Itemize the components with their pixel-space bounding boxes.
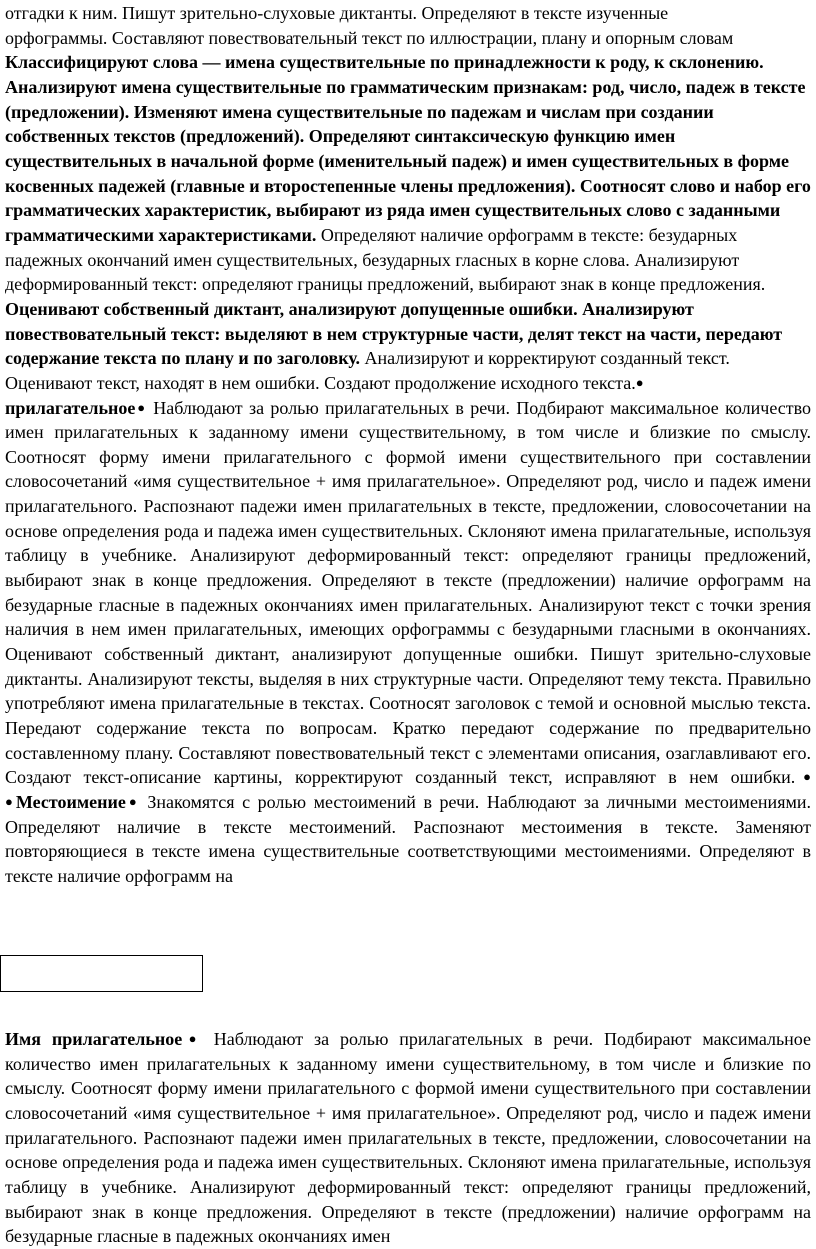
adjective-section [5,396,811,889]
empty-table-cell [0,955,203,992]
pronoun-orthogram-text: Определяют в тексте наличие орфограмм на [5,841,811,886]
text-line-1: отгадки к ним. Пишут зрительно-слуховые диктанты. Определяют в тексте изученные [5,3,669,23]
bold-text-classification: Классифицируют слова — имена существительные по принадлежности к роду, к склонению. Анализируют имена существительные по грамматическим признакам: род, число, падеж в тексте (предложении). Изменяют имена существительные по падежам и числам при создании собственных текстов (предложений). Определяют синтаксическую функцию имен существительных в начальной форме (именительный падеж) и имен существительных в форме косвенных падежей (главные и второстепенные члены предложения). Соотносят слово и набор его грамматических характеристик, выбирают из ряда имен существительных слово с заданными грамматическими характеристиками. [5,52,811,245]
bold-text-dictation: Оценивают собственный диктант, анализируют допущенные ошибки. Анализируют повествовательный текст: выделяют в нем структурные части, делят текст на части, передают содержание текста по плану и по заголовку. [5,298,783,369]
pronoun-text: Знакомятся с ролью местоимений в речи. Наблюдают за личными местоимениями. Определяют наличие в тексте местоимений. Распознают местоимения в тексте. Заменяют повторяющиеся в тексте имена существительные соответствующими местоимениями. [5,792,811,862]
adjective-heading-2: Имя прилагательное [5,1029,183,1049]
text-orthograms: Определяют наличие орфограмм в тексте: безударных падежных окончаний имен существительных, безударных гласных в корне слова. Анализируют деформированный текст: определяют границы предложений, выбирают знак в конце предложения. [5,224,766,295]
paragraph-noun-activities [5,1,811,889]
bullet-icon: ● [182,1031,203,1046]
adjective-text-2: Наблюдают за ролью прилагательных в речи. Подбирают максимальное количество имен прилагательных к заданному имени существительному, в том числе и близкие по смыслу. Соотносят форму имени прилагательного с формой имени существительного при составлении словосочетаний «имя существительное + имя прилагательное». Определяют род, число и падеж имени прилагательного. Распознают падежи имен прилагательных в тексте, предложении, словосочетании на основе определения рода и падежа имен существительных. Склоняют имена прилагательные, используя таблицу в учебнике. Анализируют деформированный текст: определяют границы предложений, выбирают знак в конце предложения. Определяют в тексте (предложении) наличие орфограмм на безударные гласные в падежных окончаниях имен [5,1029,812,1247]
text-line-2: орфограммы. Составляют повествовательный текст по иллюстрации, плану и опорным словам [5,27,734,48]
pronoun-heading: Местоимение [15,792,126,812]
bullet-icon: ● [125,794,140,809]
paragraph-adjective [5,1027,811,1249]
bullet-icon: ● [5,794,16,809]
adjective-text: Наблюдают за ролью прилагательных в речи. Подбирают максимальное количество имен прилагательных к заданному имени существительному, в том числе и близкие по смыслу. Соотносят форму имени прилагательного с формой имени существительного при составлении словосочетаний «имя существительное + имя прилагательное». Определяют род, число и падеж имени прилагательного. Распознают падежи имен прилагательных в тексте, предложении, словосочетании на основе определения рода и падежа имен существительных. Склоняют имена прилагательные, используя таблицу в учебнике. Анализируют деформированный текст: определяют границы предложений, выбирают знак в конце предложения. Определяют в тексте (предложении) наличие орфограмм на безударные гласные в падежных окончаниях имен прилагательных. Анализируют текст с точки зрения наличия в нем имен прилагательных, имеющих орфограммы с безударными гласными в окончаниях. Оценивают собственный диктант, анализируют допущенные ошибки. Пишут зрительно-слуховые диктанты. Анализируют тексты, выделяя в них структурные части. Определяют тему текста. Правильно употребляют имена прилагательные в текстах. Соотносят заголовок с темой и основной мыслью текста. Передают содержание текста по вопросам. Кратко передают содержание по предварительно составленному плану. Составляют повествовательный текст с элементами описания, озаглавливают его. Создают текст-описание картины, корректируют созданный текст, исправляют в нем ошибки. [5,397,812,788]
bullet-icon: ● [135,399,147,415]
bullet-icon: ● [635,374,644,390]
bullet-icon: ● [795,769,811,785]
adjective-heading: прилагательное [5,397,136,418]
text-correction: Анализируют и корректируют созданный текст. Оценивают текст, находят в нем ошибки. Создают продолжение исходного текста. [5,348,730,393]
